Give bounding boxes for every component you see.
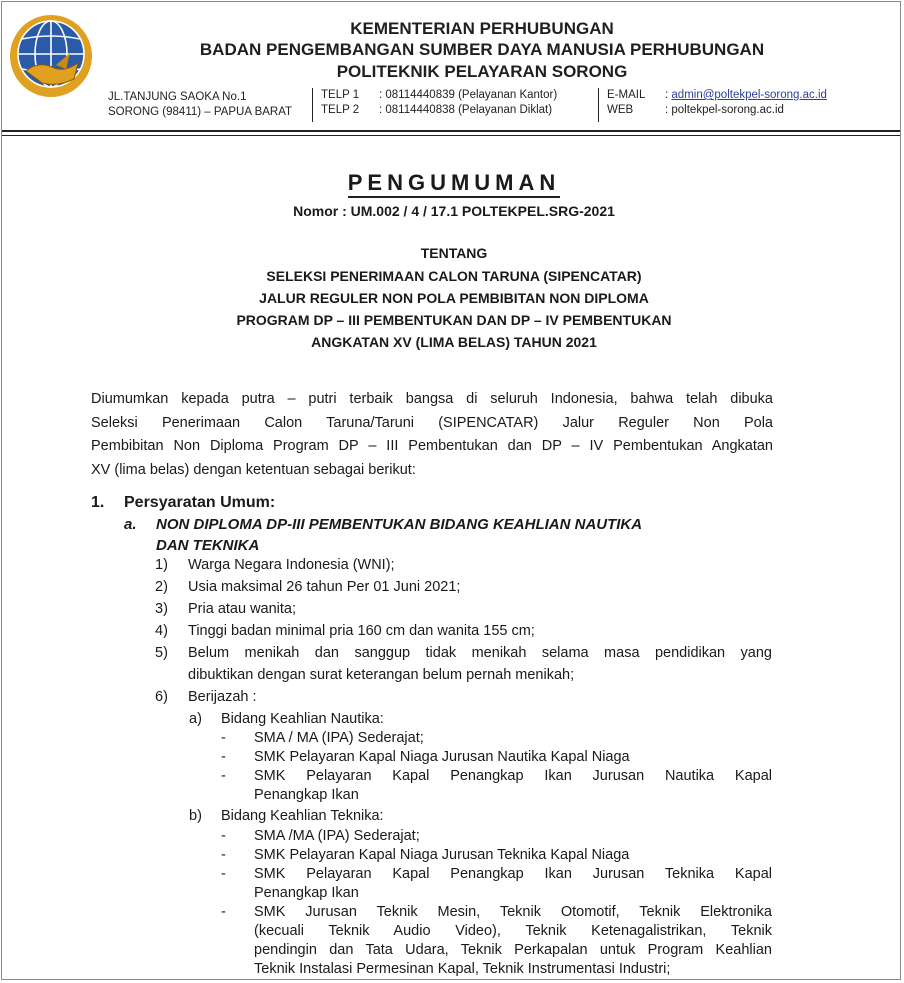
header-divider xyxy=(2,130,900,132)
subsection-marker: a. xyxy=(124,516,137,533)
bullet-dash: - xyxy=(221,768,226,784)
intro-line: XV (lima belas) dengan ketentuan sebagai berikut: xyxy=(91,461,416,478)
item-text: Warga Negara Indonesia (WNI); xyxy=(188,557,395,573)
item-number: 3) xyxy=(155,601,168,617)
telp1-value: : 08114440839 (Pelayanan Kantor) xyxy=(379,89,558,101)
subsection-title: NON DIPLOMA DP-III PEMBENTUKAN BIDANG KEAHLIAN NAUTIKA xyxy=(156,516,643,533)
list-item-cont: Teknik Instalasi Permesinan Kapal, Teknik Instrumentasi Industri; xyxy=(254,961,671,977)
list-item: SMK Pelayaran Kapal Niaga Jurusan Nautika Kapal Niaga xyxy=(254,749,630,765)
contact-block xyxy=(598,88,867,122)
subject-line: JALUR REGULER NON POLA PEMBIBITAN NON DIPLOMA xyxy=(259,290,649,306)
bullet-dash: - xyxy=(221,866,226,882)
email-link[interactable]: admin@poltekpel-sorong.ac.id xyxy=(671,89,827,101)
section-title: Persyaratan Umum: xyxy=(124,494,276,511)
org-line-institution: POLITEKNIK PELAYARAN SORONG xyxy=(336,62,628,81)
bullet-dash: - xyxy=(221,749,226,765)
bullet-dash: - xyxy=(221,904,226,920)
item-text: Tinggi badan minimal pria 160 cm dan wanita 155 cm; xyxy=(188,623,535,639)
telp2-value: : 08114440838 (Pelayanan Diklat) xyxy=(379,104,553,116)
category-marker: b) xyxy=(189,808,202,824)
category-marker: a) xyxy=(189,711,202,727)
document-number: Nomor : UM.002 / 4 / 17.1 POLTEKPEL.SRG-2021 xyxy=(293,203,615,219)
category-title: Bidang Keahlian Nautika: xyxy=(221,711,384,727)
bullet-dash: - xyxy=(221,730,226,746)
subject-line: ANGKATAN XV (LIMA BELAS) TAHUN 2021 xyxy=(311,334,597,350)
phone-block xyxy=(312,88,591,122)
item-text: Pria atau wanita; xyxy=(188,601,297,617)
list-item: SMK Pelayaran Kapal Penangkap Ikan Jurusan Nautika Kapal xyxy=(254,768,772,784)
bullet-dash: - xyxy=(221,847,226,863)
intro-line: Diumumkan kepada putra – putri terbaik bangsa di seluruh Indonesia, bahwa telah dibuka xyxy=(91,391,773,407)
item-text: Usia maksimal 26 tahun Per 01 Juni 2021; xyxy=(188,579,461,595)
list-item: SMK Pelayaran Kapal Niaga Jurusan Teknika Kapal Niaga xyxy=(254,847,630,863)
item-text: Berijazah : xyxy=(188,689,257,705)
item-number: 1) xyxy=(155,557,168,573)
document-title: PENGUMUMAN xyxy=(2,170,901,196)
telp1-label: TELP 1 xyxy=(321,89,360,101)
item-number: 2) xyxy=(155,579,168,595)
subject-line: SELEKSI PENERIMAAN CALON TARUNA (SIPENCATAR) xyxy=(266,268,642,284)
subsection-title-cont: DAN TEKNIKA xyxy=(156,537,260,554)
list-item-cont: (kecuali Teknik Audio Video), Teknik Ketenagalistrikan, Teknik xyxy=(254,923,772,939)
email-separator: : xyxy=(665,89,669,101)
list-item: SMK Pelayaran Kapal Penangkap Ikan Jurusan Teknika Kapal xyxy=(254,866,772,882)
intro-line: Pembibitan Non Diploma Program DP – III Pembentukan dan DP – IV Pembentukan Angkatan xyxy=(91,438,773,454)
intro-paragraph xyxy=(91,388,773,482)
item-number: 4) xyxy=(155,623,168,639)
category-title: Bidang Keahlian Teknika: xyxy=(221,808,384,824)
address-block xyxy=(108,90,308,120)
list-item: SMA / MA (IPA) Sederajat; xyxy=(254,730,424,746)
email-label: E-MAIL xyxy=(607,89,646,101)
web-value: : poltekpel-sorong.ac.id xyxy=(665,104,784,116)
bullet-dash: - xyxy=(221,828,226,844)
list-item-cont: Penangkap Ikan xyxy=(254,885,359,901)
ministry-logo-icon xyxy=(8,13,94,99)
section-number: 1. xyxy=(91,494,105,511)
intro-line: Seleksi Penerimaan Calon Taruna/Taruni (SIPENCATAR) Jalur Reguler Non Pola xyxy=(91,414,773,431)
subject-heading: TENTANG xyxy=(420,245,488,261)
subject-line: PROGRAM DP – III PEMBENTUKAN DAN DP – IV PEMBENTUKAN xyxy=(236,312,672,328)
item-text: Belum menikah dan sanggup tidak menikah selama masa pendidikan yang xyxy=(188,645,772,661)
list-item: SMA /MA (IPA) Sederajat; xyxy=(254,828,420,844)
header-divider-thin xyxy=(2,135,900,136)
address-line: JL.TANJUNG SAOKA No.1 xyxy=(108,91,247,103)
list-item: SMK Jurusan Teknik Mesin, Teknik Otomotif, Teknik Elektronika xyxy=(254,904,772,920)
document-page xyxy=(1,1,901,980)
org-line-agency: BADAN PENGEMBANGAN SUMBER DAYA MANUSIA PERHUBUNGAN xyxy=(199,40,765,59)
list-item-cont: Penangkap Ikan xyxy=(254,787,359,803)
item-number: 5) xyxy=(155,645,168,661)
org-line-ministry: KEMENTERIAN PERHUBUNGAN xyxy=(350,19,614,38)
address-line: SORONG (98411) – PAPUA BARAT xyxy=(108,106,293,118)
web-label: WEB xyxy=(607,104,634,116)
item-number: 6) xyxy=(155,689,168,705)
list-item-cont: pendingin dan Tata Udara, Teknik Perkapalan untuk Program Keahlian xyxy=(254,942,772,958)
item-text-cont: dibuktikan dengan surat keterangan belum pernah menikah; xyxy=(188,667,575,683)
telp2-label: TELP 2 xyxy=(321,104,360,116)
